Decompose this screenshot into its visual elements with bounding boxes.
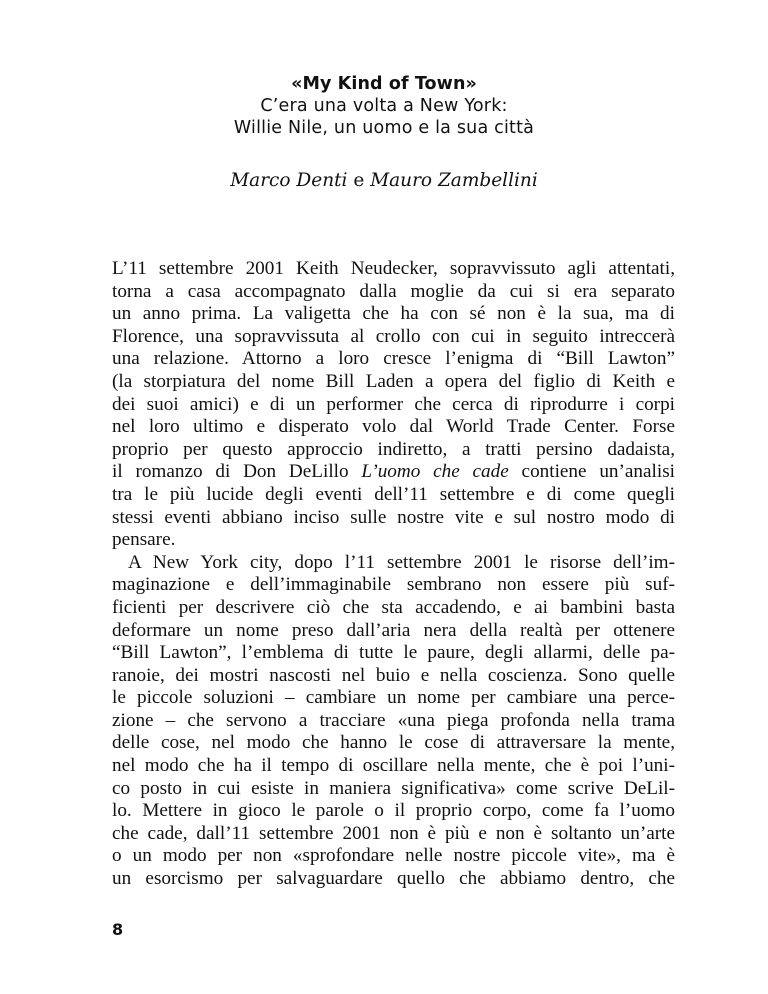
text-segment: il romanzo di Don DeLillo — [112, 461, 362, 483]
text-line: Florence, una sopravvissuta al crollo con cui in seguito intreccerà — [112, 325, 675, 347]
text-line: nel loro ultimo e disperato volo dal World Trade Center. Forse — [112, 416, 675, 438]
text-line: delle cose, nel modo che hanno le cose di attraversare la mente, — [112, 732, 675, 754]
text-line: deformare un nome preso dall’aria nera della realtà per ottenere — [112, 619, 675, 641]
chapter-subtitle-line-1: C’era una volta a New York: — [260, 96, 508, 116]
text-line: (la storpiatura del nome Bill Laden a opera del figlio di Keith e — [112, 370, 675, 392]
author-name: Mauro Zambellini — [370, 170, 538, 191]
body-text — [112, 258, 675, 891]
book-title: L’uomo che cade — [361, 461, 509, 483]
text-line: o un modo per non «sprofondare nelle nostre piccole vite», ma è — [112, 845, 675, 867]
text-line: torna a casa accompagnato dalla moglie da cui si era separato — [112, 280, 675, 302]
text-line: un anno prima. La valigetta che ha con sé non è la sua, ma di — [112, 303, 675, 325]
text-line: zione – che servono a tracciare «una piega profonda nella trama — [112, 709, 675, 731]
text-line: che cade, dall’11 settembre 2001 non è più e non è soltanto un’arte — [112, 822, 675, 844]
paragraph — [112, 552, 675, 891]
text-line: una relazione. Attorno a loro cresce l’enigma di “Bill Lawton” — [112, 348, 675, 370]
chapter-subtitle-line-2: Willie Nile, un uomo e la sua città — [233, 118, 535, 138]
text-line: maginazione e dell’immaginabile sembrano non essere più suf- — [112, 574, 675, 596]
authors-conjunction: e — [347, 170, 371, 191]
page-number: 8 — [112, 920, 124, 939]
text-line: ficienti per descrivere ciò che sta accadendo, e ai bambini basta — [112, 596, 675, 618]
text-line: le piccole soluzioni – cambiare un nome per cambiare una perce- — [112, 687, 675, 709]
text-segment: contiene un’analisi — [508, 461, 675, 483]
chapter-header — [0, 73, 768, 139]
text-line: L’11 settembre 2001 Keith Neudecker, sopravvissuto agli attentati, — [112, 258, 675, 279]
paragraph — [112, 258, 675, 552]
text-line: A New York city, dopo l’11 settembre 2001 le risorse dell’im- — [128, 551, 675, 573]
text-line: proprio per questo approccio indiretto, a tratti persino dadaista, — [112, 438, 675, 460]
text-line: co posto in cui esiste in maniera significativa» come scrive DeLil- — [112, 777, 675, 799]
authors-byline — [0, 170, 768, 192]
author-name: Marco Denti — [230, 170, 348, 191]
text-line: dei suoi amici) e di un performer che cerca di riprodurre i corpi — [112, 393, 675, 415]
text-line: lo. Mettere in gioco le parole o il proprio corpo, come fa l’uomo — [112, 800, 675, 822]
text-line — [112, 461, 675, 484]
text-line: nel modo che ha il tempo di oscillare nella mente, che è poi l’uni- — [112, 755, 675, 777]
text-line: pensare. — [112, 529, 176, 551]
text-line: “Bill Lawton”, l’emblema di tutte le paure, degli allarmi, delle pa- — [112, 642, 675, 664]
text-line: stessi eventi abbiano inciso sulle nostre vite e sul nostro modo di — [112, 506, 675, 528]
text-line: tra le più lucide degli eventi dell’11 settembre e di come quegli — [112, 483, 675, 505]
chapter-title: «My Kind of Town» — [291, 74, 477, 94]
text-line: un esorcismo per salvaguardare quello che abbiamo dentro, che — [112, 868, 675, 890]
text-line: ranoie, dei mostri nascosti nel buio e nella coscienza. Sono quelle — [112, 664, 675, 686]
